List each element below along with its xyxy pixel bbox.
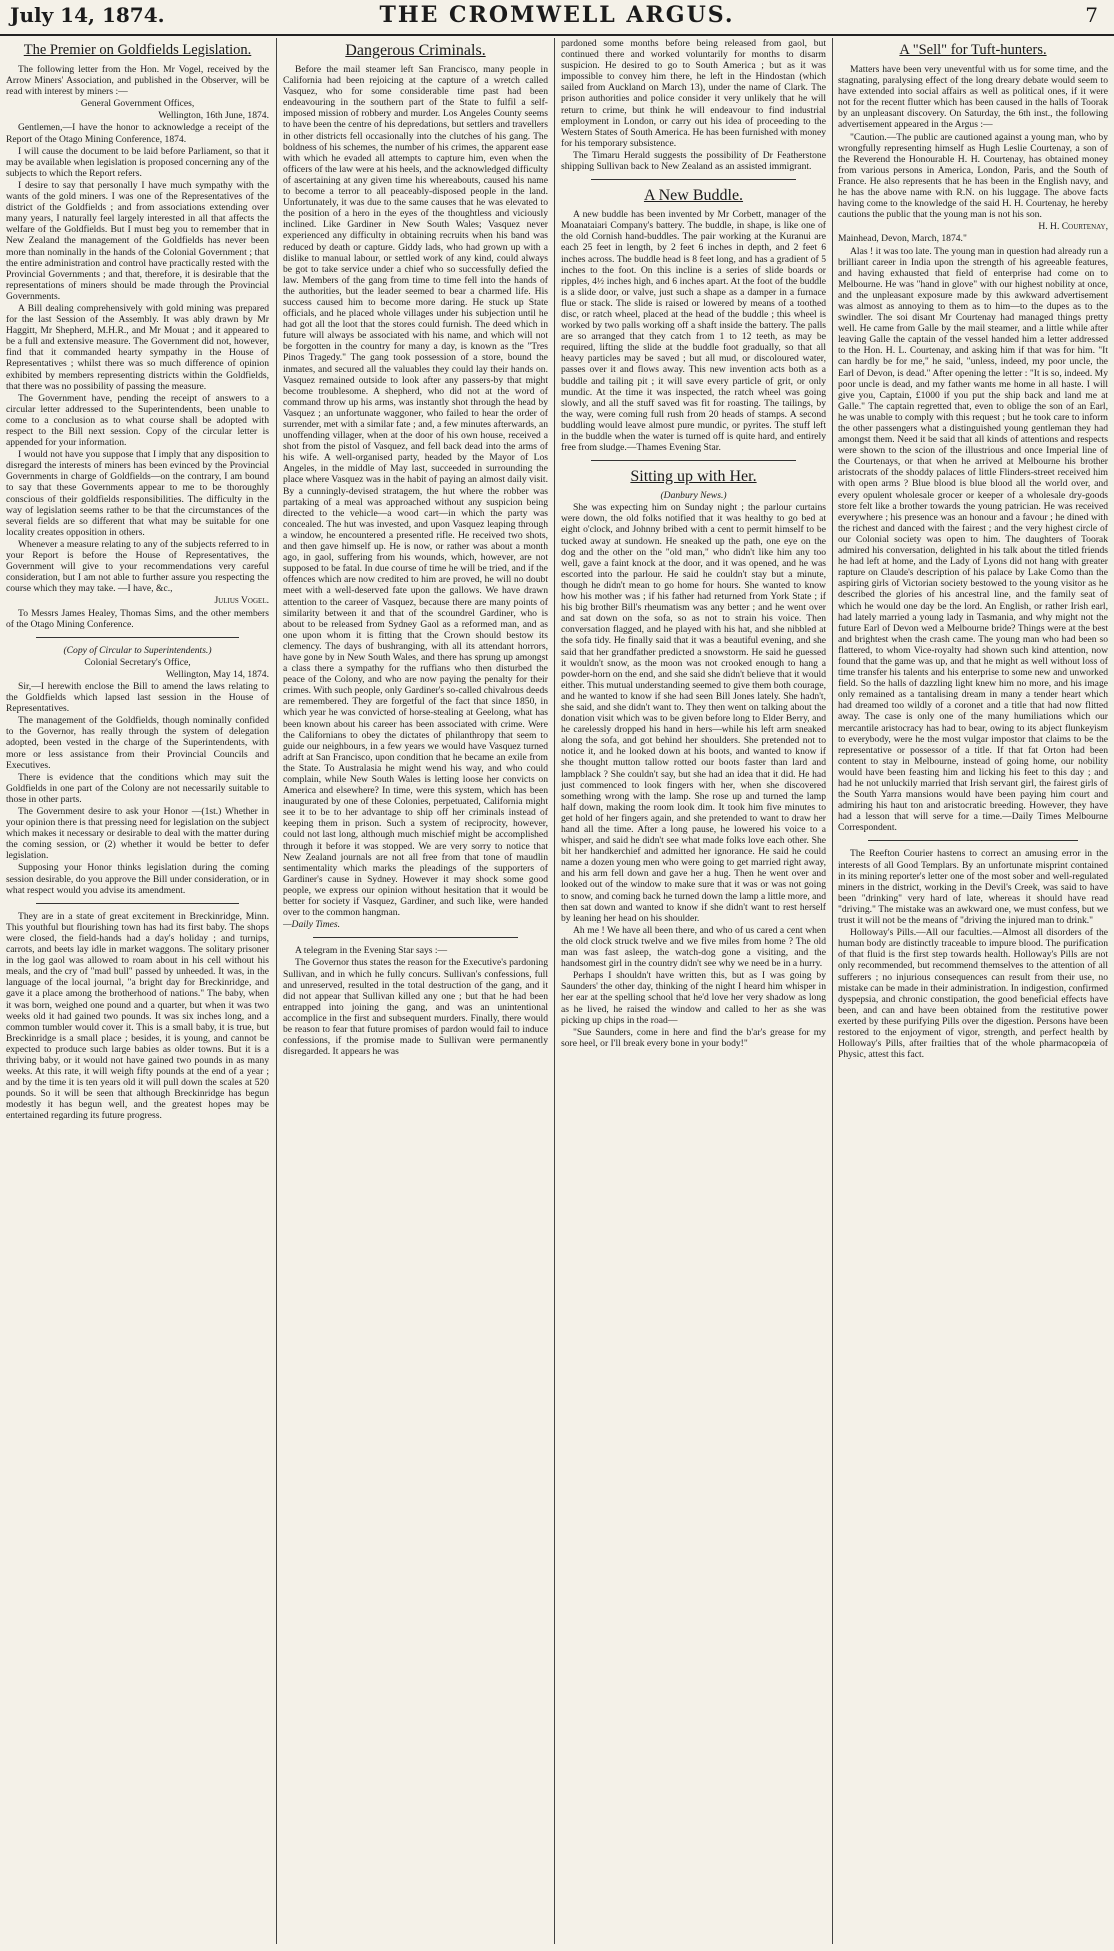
article-heading: A New Buddle. [643, 187, 744, 205]
paragraph: Gentlemen,—I have the honor to acknowledge a receipt of the Report of the Otago Mining Conference, 1874. [6, 122, 269, 145]
separator [868, 840, 1078, 841]
column-divider [554, 38, 555, 1944]
paragraph: She was expecting him on Sunday night ; the parlour curtains were down, the old folks notified that it was healthy to go bed at eight o'clock, and Johnny bribed with a cent to permit himself to be tucked away at sundown. He sneaked up the path, one eye on the dog and the other on the "old man," who didn't like him any too well, gave a faint knock at the door, and it was opened, and he was escorted into the parlour. He said he couldn't stay but a minute, though he didn't mean to go home for hours. She wanted to know how his mother was ; if his father had returned from York State ; if his big brother Bill's rheumatism was any better ; and he went over and sat down on the sofa, so as not to strain his voice. Then conversation flagged, and he played with his hat, and she nibbled at the sofa tidy. He finally said that it was a beautiful evening, and she said that her grandfather predicted a snowstorm. He said he guessed it wouldn't snow, as the moon was not crooked enough to hang a powder-horn on the end, and she said she didn't believe that it would either. This mutual understanding seemed to give them both courage, and he wanted to know if she had seen Bill Jones lately. She hadn't, she said, and she didn't want to. They then went on talking about the donation visit which was to be given before long to Elder Berry, and he carelessly dropped his hand in hers—while his left arm sneaked along the sofa, and got behind her shoulders. She pretended not to notice it, and he looked down at his boots, and wanted to know if she thought mutton tallow rotted our boots faster than lard and lampblack ? She couldn't say, but she had an idea that it did. He had just commenced to look fingers with her, when she discovered something wrong with the lamp. She rose up and turned the lamp half down, making the room look dim. It took him five minutes to get hold of her fingers again, and she pretended to want to draw her hand all the time. After a long pause, he lowered his voice to a whisper, and said he didn't see what made folks love each other. She bit her handkerchief and admitted her ignorance. He said he could name a dozen young men who were going to get married right away, and his arm fell down and gave her a hug. Then he went over and looked out of the window to make sure that it was or was not going to snow, and coming back he turned down the lamp a little more, and then sat down and wanted to know if she didn't want to rest herself by leaning her head on his shoulder. [561, 502, 826, 924]
paragraph: The Reefton Courier hastens to correct an amusing error in the interests of all Good Templars. By an unfortunate misprint contained in its mining reporter's letter one of the most sober and well-regulated miners in the district, working in the Devil's Creek, was said to have been "drinking" very hard of late, whereas it should have read "driving." The mistake was an awkward one, we must confess, but we trust it will not be the means of "driving the injured man to drink." [838, 848, 1108, 927]
paragraph: The Government have, pending the receipt of answers to a circular letter addressed to the Superintendents, been unable to come to a conclusion as to what course shall be adopted with respect to the Bill next session. Copy of the circular letter is appended for your information. [6, 392, 269, 449]
paragraph: "Caution.—The public are cautioned against a young man, who by wrongfully representing himself as Hugh Leslie Courtenay, a son of the Reverend the Honourable H. H. Courtenay, has obtained money from various persons in America, London, Paris, and the South of France. He also represents that he has been in the English navy, and he has the above name with R.N. on his luggage. The above facts having come to the knowledge of the said H. H. Courtenay, he hereby cautions the public that the young man is not his son. [838, 131, 1108, 221]
letter-office: Colonial Secretary's Office, [84, 656, 191, 668]
paragraph: The following letter from the Hon. Mr Vogel, received by the Arrow Miners' Association, and published in the Observer, will be read with interest by miners :— [6, 64, 269, 98]
paragraph: A new buddle has been invented by Mr Corbett, manager of the Moanataiari Company's battery. The buddle, in shape, is like one of the old Cornish hand-buddles. The pair working at the Kuranui are each 25 feet in length, by 2 feet 6 inches in depth, and 2 feet 6 inches across. The buddle head is 8 feet long, and has a gradient of 5 inches to the foot. On this incline is a series of slide boards or ripples, 4½ inches high, and 6 inches apart. At the foot of the buddle is a slide door, or valve, just such a shape as a damper in a furnace flue or stack. The slide is raised or lowered by means of a toothed disc, or ratch wheel, placed at the head of the buddle ; this wheel is worked by two palls working off a shaft inside the battery. The palls are so arranged that they catch from 1 to 12 teeth, as may be required, lifting the slide at the buddle foot gradually, so that all heavy particles may be saved ; but all mud, or discoloured water, passes over it and flows away. This new invention acts both as a buddle and tailing pit ; it will save every particle of grit, or only mundic. At the time it was inspected, the ratch wheel was going slowly, and all the stuff saved was fit for roasting. The tailings, by the way, were coming full rush from 20 heads of stamps. A second buddling would leave almost pure mundic, or pyrites. The stuff left in the buddle when the water is turned off is quite hard, and entirely free from sludge.—Thames Evening Star. [561, 209, 826, 454]
column-3 [561, 38, 826, 1944]
separator [36, 637, 239, 638]
paragraph: "Sue Saunders, come in here and find the b'ar's grease for my sore heel, or I'll break every bone in your body!" [561, 1026, 826, 1049]
paragraph: I would not have you suppose that I imply that any disposition to disregard the interests of miners has been evinced by the Provincial Governments in charge of Goldfields—on the contrary, I am bound to say that these Governments appear to me to be thoroughly conscious of their goldfields responsibilities. The difficulty in the way of legislation seems rather to be that the circumstances of the several fields are so different that what may be suitable for one locality creates opposition in others. [6, 449, 269, 538]
paragraph: Matters have been very uneventful with us for some time, and the stagnating, paralysing effect of the long dreary debate would seem to have extended into social affairs as well as political ones, if it were not for the recent flutter which has been caused in the halls of Toorak by an unpleasant discovery. On Saturday, the 6th inst., the following advertisement appeared in the Argus :— [838, 64, 1108, 131]
column-2 [283, 38, 548, 1944]
paragraph: Before the mail steamer left San Francisco, many people in California had been rejoicing at the capture of a wretch called Vasquez, who for some considerable time past had been endeavouring in the southern part of the State to fulfil a self-imposed mission of robbery and murder. Los Angeles County seems to have been the centre of his depredations, but settlers and travellers in other districts fell occasionally into the clutches of his gang. The boldness of his schemes, the number of his crimes, the apparent ease with which he evaded all attempts to capture him, even when the officers of the law were at his heels, and the acknowledged difficulty of ascertaining at any given time his whereabouts, caused his name to become a terror to all peaceably-disposed people in the land. Unfortunately, it was due to the same causes that he was elevated to the position of a hero in the eyes of the thoughtless and viciously inclined. Like Gardiner in New South Wales; Vasquez never experienced any difficulty in obtaining recruits when his band was reduced by death or capture. Giddy lads, who had grown up with a dislike to manual labour, or settled work of any kind, could always be got to take service under a chief who so successfully defied the law. Members of the gang from time to time fell into the hands of the authorities, but the leader seemed to bear a charmed life. His success caused him to become more daring. He stuck up State officials, and he placed whole villages under his subjection until he had got all the loot that the stores could furnish. The deed which in future will always be associated with his name, and which will not be forgotten in the country for many a day, is known as the "Tres Pinos Tragedy." The gang took possession of a store, bound the inmates, and secured all the valuables they could lay their hands on. Vasquez remained outside to look after any passers-by that might become troublesome. A shepherd, who did not at the word of command throw up his arms, was instantly shot through the head by Vasquez ; an unfortunate waggoner, who failed to hear the order of surrender, met with a similar fate ; and, a few minutes afterwards, an unoffending villager, when at the door of his own house, received a shot from the pistol of Vasquez, and fell back dead into the arms of his wife. A well-organised party, headed by the Mayor of Los Angeles, in the middle of May last, succeeded in surrounding the place where Vasquez was in the habit of paying an almost daily visit. By a cunningly-devised stratagem, the hut where the robber was partaking of a meal was approached without any suspicion being directed to the vehicle—a wood cart—in which the party was concealed. The hut was invested, and upon Vasquez leaping through a window, he encountered a presented rifle. He received two shots, and then gave himself up. He is now, or rather was about a month ago, in gaol, suffering from his wounds, which, however, are not supposed to be fatal. In due course of time he will be tried, and if the offences which are now credited to him are proved, he will no doubt meet with a well-deserved fate upon the gallows. We have drawn attention to the career of Vasquez, because there are many points of similarity between it and that of the scoundrel Gardiner, who is about to be released from Sydney Gaol as a reformed man, and as one upon whom it is fitting that the Crown should bestow its clemency. The days of bushranging, with all its attendant horrors, have gone by in New South Wales, and there has sprung up amongst a class there a sympathy for the ruffians who then disturbed the peace of the Colony, and who are now paying the penalty for their crimes. With such people, only Gardiner's so-called chivalrous deeds are remembered. They are forgetful of the fact that since 1850, in which year he was convicted of horse-stealing at Geelong, what has been known about his career has been associated with crime. Were the Californians to obey the dictates of philanthropy that seem to guide our neighbours, in a few years we would have Vasquez turned adrift at San Francisco, upon condition that he became an exile from the State. To Australasia he might wend his way, and who could complain, while New South Wales is letting loose her convicts on America and elsewhere? In time, were this system, which has been inaugurated by one of these Colonies, perpetuated, California might see it to be to her advantage to ship off her criminals instead of keeping them in prison. Such a system of reciprocity, however, could not last long, although much mischief might be accomplished through it before it was stopped. We are very sorry to notice that New Zealand journals are not all free from that tone of maudlin sentimentality which marks the pleadings of the supporters of Gardiner's cause in Sydney. However it may shock some good people, we express our opinion without hesitation that it would be better for society if Vasquez, Gardiner, and such like, were handed over to the common hangman. [283, 64, 548, 919]
column-divider [276, 38, 277, 1944]
paragraph: The Governor thus states the reason for the Executive's pardoning Sullivan, and in which he fully concurs. Sullivan's confessions, full and unreserved, resulted in the total destruction of the gang, and it did not appear that Sullivan killed any one ; but that he had been entrapped into joining the gang, and was an unintentional accomplice in the first and subsequent murders. Finally, there would be reason to fear that future promises of pardon would fail to induce confessions, if the promise made to Sullivan were permanently disregarded. It appears he was [283, 957, 548, 1058]
newspaper-title: THE CROMWELL ARGUS. [379, 2, 735, 28]
paragraph: I will cause the document to be laid before Parliament, so that it may be available when legislation is proposed concerning any of the subjects to which the Report refers. [6, 145, 269, 179]
column-1 [6, 38, 269, 1944]
separator [591, 179, 796, 180]
column-4 [838, 38, 1108, 1944]
signature: Julius Vogel. [214, 595, 269, 607]
article-heading: A "Sell" for Tuft-hunters. [899, 42, 1047, 58]
paragraph: A Bill dealing comprehensively with gold mining was prepared for the last Session of the Assembly. It was ably drawn by Mr Haggitt, Mr Shepherd, M.H.R., and Mr Mouat ; and it appeared to be a full and extensive measure. The Government did not, however, find that it commanded hearty sympathy in the House of Representatives ; whilst there was so much difference of opinion exhibited by members representing districts within the Goldfields, that there was no possibility of passing the measure. [6, 302, 269, 392]
article-heading: Sitting up with Her. [630, 468, 757, 486]
page-number: 7 [1085, 3, 1098, 27]
paragraph: Ah me ! We have all been there, and who of us cared a cent when the old clock struck twelve and we five miles from home ? The old man was fast asleep, the watch-dog gone a visiting, and the handsomest girl in the country didn't see why we need be in a hurry. [561, 924, 826, 970]
article-heading: The Premier on Goldfields Legislation. [23, 42, 252, 58]
letter-place-date: Wellington, 16th June, 1874. [158, 110, 269, 122]
masthead [0, 0, 1114, 36]
paragraph: The management of the Goldfields, though nominally confided to the Governor, has really through the system of delegation adopted, been vested in the charge of the Superintendents, with more or less assistance from their Provincial Councils and Executives. [6, 715, 269, 771]
paragraph: To Messrs James Healey, Thomas Sims, and the other members of the Otago Mining Conference. [6, 607, 269, 630]
paragraph: There is evidence that the conditions which may suit the Goldfields in one part of the Colony are not necessarily suitable to those in other parts. [6, 771, 269, 805]
paragraph: pardoned some months before being released from gaol, but continued there and worked voluntarily for months to disarm suspicion. He desired to go to South America ; but as it was impossible to convey him there, he left in the Hindostan (which sailed from Auckland on March 13), under the name of Clark. The prison authorities and police consider it very unlikely that he will return to crime, but think he will endeavour to find industrial employment in London, or carry out his idea of proceeding to the Western States of South America. He has been furnished with money for his temporary subsistence. [561, 38, 826, 149]
paragraph: The Government desire to ask your Honor —(1st.) Whether in your opinion there is that pressing need for legislation on the subject which makes it necessary or desirable to deal with the matter during the coming session, or (2) whether it would be better to defer legislation. [6, 806, 269, 862]
article-heading: Dangerous Criminals. [345, 42, 486, 59]
separator [313, 937, 518, 938]
column-divider [832, 38, 833, 1944]
signature: H. H. Courtenay, [1038, 221, 1108, 233]
paragraph: Perhaps I shouldn't have written this, but as I was going by Saunders' the other day, thinking of the night I heard him whisper in her ear at the spelling school that he'd love her very shadow as long as he lived, he raised the window and called to her as she was picking up chips in the road— [561, 970, 826, 1026]
paragraph: The Timaru Herald suggests the possibility of Dr Featherstone shipping Sullivan back to New Zealand as an assisted immigrant. [561, 149, 826, 173]
letter-place-date: Wellington, May 14, 1874. [165, 668, 269, 680]
paragraph: Holloway's Pills.—All our faculties.—Almost all disorders of the human body are distinctly traceable to impure blood. The purification of that fluid is the first step towards health. Holloway's Pills are not only recommended, but recommend themselves to the attention of all sufferers ; no injurious consequences can result from their use, no mistake can be made in their administration. In indigestion, confirmed dyspepsia, and chronic constipation, the good beneficial effects have been, and can and have been obtained from the restitutive power exerted by these purifying Pills over the digestion. Persons have been restored to the enjoyment of vigor, strength, and perfect health by Holloway's Pills, after frailties that of the whole pharmacopœia of Physic, attest this fact. [838, 927, 1108, 1061]
paragraph: Sir,—I herewith enclose the Bill to amend the laws relating to the Goldfields which lapsed last session in the House of Representatives. [6, 680, 269, 715]
separator [36, 903, 239, 904]
paragraph: A telegram in the Evening Star says :— [295, 945, 448, 957]
paragraph: I desire to say that personally I have much sympathy with the wants of the gold miners. I was one of the Representatives of the district of the Goldfields ; and from associations extending over many years, I naturally feel largely interested in all that affects the welfare of the Goldfields. But I must beg you to remember that in New Zealand the management of the Goldfields has never been more than nominally in the hands of the Colonial Government ; that the entire administration and control have practically rested with the Provincial Governments ; and that, therefore, it is desirable that the representations of miners should be made through the Provincial Governments. [6, 179, 269, 302]
issue-date: July 14, 1874. [10, 3, 165, 27]
sub-heading: (Copy of Circular to Superintendents.) [63, 644, 212, 656]
letter-place: Mainhead, Devon, March, 1874." [838, 233, 967, 245]
paragraph: Supposing your Honor thinks legislation during the coming session desirable, do you approve the Bill under consideration, or in what respect would you advise its amendment. [6, 862, 269, 896]
source: (Danbury News.) [660, 490, 727, 502]
credit: —Daily Times. [283, 919, 341, 931]
letter-office: General Government Offices, [80, 98, 195, 110]
paragraph: They are in a state of great excitement in Breckinridge, Minn. This youthful but flourishing town has had its first baby. The shops were closed, the field-hands had a day's holiday ; and turnips, carrots, and beets lay idle in market waggons. The solitary prisoner in the log gaol was allowed to roam about in his cell without his meals, and the cry of "mad bull" passed by unheeded. It was, in the language of the local journal, "a bright day for Breckinridge, and gave it a place among the brotherhood of nations." The baby, when it was born, weighed one pound and a quarter, but when it was two weeks old it had gained two pounds. It was six inches long, and a common tumbler would cover it. This is a small baby, it is true, but Breckinridge is a small place ; besides, it is young, and cannot be expected to produce such large babies as older towns. But it is a thriving baby, or it would not have gained two pounds in as many weeks. At this rate, it will weigh fifty pounds at the end of a year ; and by the time it is ten years old it will pull down the scales at 520 pounds. So it will be seen that although Breckinridge has begun modestly it has begun well, and the greatest hopes may be entertained regarding its future progress. [6, 910, 269, 1122]
paragraph: Alas ! it was too late. The young man in question had already run a brilliant career in India upon the strength of his agreeable features, and having exhausted that field of enterprise had come on to Melbourne. He was "hand in glove" with our highest nobility at once, and the unpleasant exposure made by this awkward advertisement was almost as annoying to them as to him—to the dupes as to the swindler. The soi disant Mr Courtenay had managed things pretty well. He came from Galle by the mail steamer, and a little while after leaving Galle the captain of the vessel handed him a letter addressed to the Hon. H. L. Courtenay, and asking him if that was for him. "It can hardly be for me," he said, "unless, indeed, my poor uncle, the Earl of Devon, is dead." After opening the letter : "It is so, indeed. My poor uncle is dead, and my father wants me home in all haste. I will give you, Captain, £1000 if you put the ship back and land me at Galle." The captain regretted that, even to oblige the son of an Earl, he was unable to comply with this request ; but he took care to inform the other passengers what a distinguished young gentleman they had amongst them. Need it be said that all kinds of attentions and respects were shown to the scion of the illustrious and once Imperial line of the Courtenays, or that when he arrived at Melbourne his brother aristocrats of the shoddy palaces of little Flinders-street received him with open arms ? Blue blood is blue blood all the world over, and every opulent wholesale grocer or keeper of a wholesale dry-goods store felt like a brother towards the young patrician. He was received everywhere ; his presence was an honour and a favour ; he dined with the richest and danced with the fairest ; and the very highest circle of our Colonial society was open to him. The daughters of Toorak admired his conversation, delighted in his talk about the titled friends he had left at home, and the Lady of Lyons did not hang with greater rapture on Claude's description of his palace by Lake Como than the aspiring girls of Victorian society bestowed to the young visitor as he described the glories of his ancestral line, and the family seat of which he would one day be the lord. An English, or rather Irish earl, had lately married a young lady in Tasmania, and why might not the future Earl of Devon wed a Melbourne bride? Things were at the best and brightest when the crash came. The young man who had been so flattered, to whom Vice-royalty had shown such kind attention, now found that the game was up, and that he might as well without loss of time transfer his talents and his enterprise to some new and unworked field. So the halls of dazzling light knew him no more, and his image only remained as a tantalising dream in many a tender heart which had dreamed too wildly of a coronet and a title that had now flitted away. The case is only one of the many humiliations which our mercantile aristocracy has had to bear, owing to its abject flunkeyism to everybody, were he the most vulgar impostor that claims to be the representative or possessor of a title. If that fat Orton had been content to stay in Melbourne, instead of going home, our nobility would have been feasting him and licking his feet to this day ; and had he not unluckily married that Irish servant girl, the fairest girls of the South Yarra mansions would have been paying him court and admiring his haut ton and aristocratic breeding. However, they have had a lesson that will serve for a time.—Daily Times Melbourne Correspondent. [838, 245, 1108, 834]
separator [591, 460, 796, 461]
paragraph: Whenever a measure relating to any of the subjects referred to in your Report is before the House of Representatives, the Government will give to your recommendations very careful consideration, but I am not able to further assure you respecting the course which they may take. —I have, &c., [6, 538, 269, 595]
